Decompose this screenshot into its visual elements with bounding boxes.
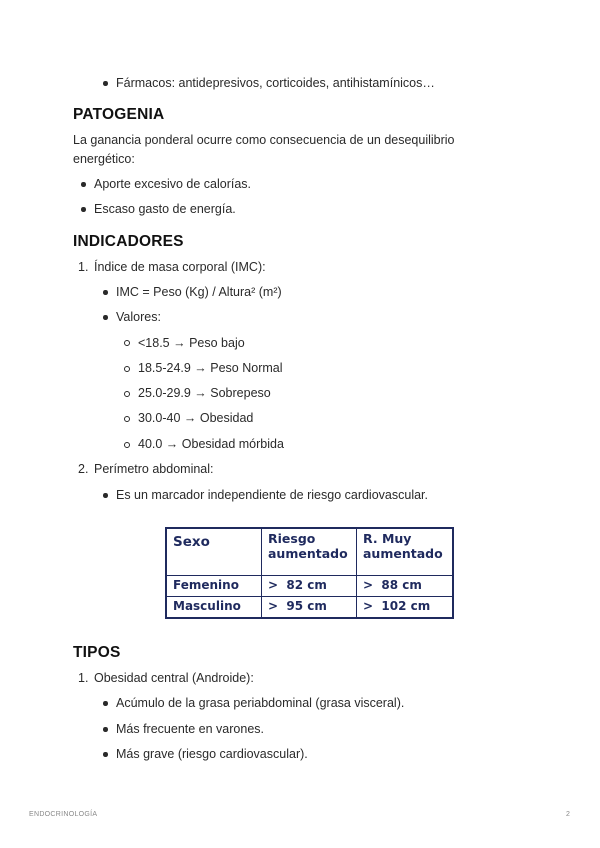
table-row — [166, 576, 453, 597]
bullet-disc — [103, 493, 108, 498]
list-item: Obesidad central (Androide): — [94, 671, 254, 685]
header-text: aumentado — [268, 546, 348, 561]
section-heading-tipos: TIPOS — [73, 644, 121, 661]
list-item: Aporte excesivo de calorías. — [94, 177, 252, 191]
footer-section-label: ENDOCRINOLOGÍA — [29, 811, 98, 818]
list-item: Escaso gasto de energía. — [94, 202, 236, 216]
abdominal-risk-table — [165, 527, 454, 619]
bullet-circle — [124, 442, 130, 448]
table-cell: > 88 cm — [357, 576, 454, 597]
table-header-cell — [357, 528, 454, 576]
list-number: 1. — [78, 671, 89, 685]
list-item: Más grave (riesgo cardiovascular). — [116, 747, 308, 761]
value-item: <18.5 → Peso bajo — [138, 336, 245, 350]
value-item: 25.0-29.9 → Sobrepeso — [138, 386, 271, 400]
list-item: IMC = Peso (Kg) / Altura² (m²) — [116, 285, 282, 299]
bullet-circle — [124, 391, 130, 397]
paragraph-line: La ganancia ponderal ocurre como consecuencia de un desequilibrio — [73, 133, 455, 147]
bullet-disc — [103, 701, 108, 706]
value-item: 30.0-40 → Obesidad — [138, 411, 254, 425]
list-number: 1. — [78, 260, 89, 274]
header-text: R. Muy — [363, 531, 412, 546]
table-cell: Masculino — [166, 596, 262, 618]
list-number: 2. — [78, 462, 89, 476]
paragraph-line: energético: — [73, 152, 135, 166]
bullet-disc — [103, 727, 108, 732]
header-text: Sexo — [173, 534, 210, 550]
bullet-circle — [124, 416, 130, 422]
table-row — [166, 596, 453, 618]
bullet-circle — [124, 366, 130, 372]
bullet-circle — [124, 340, 130, 346]
table-cell: > 102 cm — [357, 596, 454, 618]
list-item: Índice de masa corporal (IMC): — [94, 260, 266, 274]
section-heading-indicadores: INDICADORES — [73, 233, 184, 250]
table-cell: > 95 cm — [262, 596, 357, 618]
list-item: Más frecuente en varones. — [116, 722, 264, 736]
bullet-disc — [103, 290, 108, 295]
table-cell: Femenino — [166, 576, 262, 597]
section-heading-patogenia: PATOGENIA — [73, 106, 165, 123]
bullet-disc — [103, 81, 108, 86]
table-header-cell — [166, 528, 262, 576]
header-text: Riesgo — [268, 531, 316, 546]
value-item: 18.5-24.9 → Peso Normal — [138, 361, 283, 375]
list-item: Perímetro abdominal: — [94, 462, 214, 476]
table-cell: > 82 cm — [262, 576, 357, 597]
bullet-disc — [103, 752, 108, 757]
page-number: 2 — [566, 811, 571, 818]
table-header-cell — [262, 528, 357, 576]
list-item: Es un marcador independiente de riesgo cardiovascular. — [116, 488, 428, 502]
header-text: aumentado — [363, 546, 443, 561]
value-item: 40.0 → Obesidad mórbida — [138, 437, 284, 451]
bullet-disc — [81, 182, 86, 187]
list-item: Acúmulo de la grasa periabdominal (grasa visceral). — [116, 696, 405, 710]
bullet-disc — [81, 207, 86, 212]
list-item: Fármacos: antidepresivos, corticoides, antihistamínicos… — [116, 76, 435, 90]
list-item: Valores: — [116, 310, 161, 324]
table-header-row — [166, 528, 453, 576]
bullet-disc — [103, 315, 108, 320]
